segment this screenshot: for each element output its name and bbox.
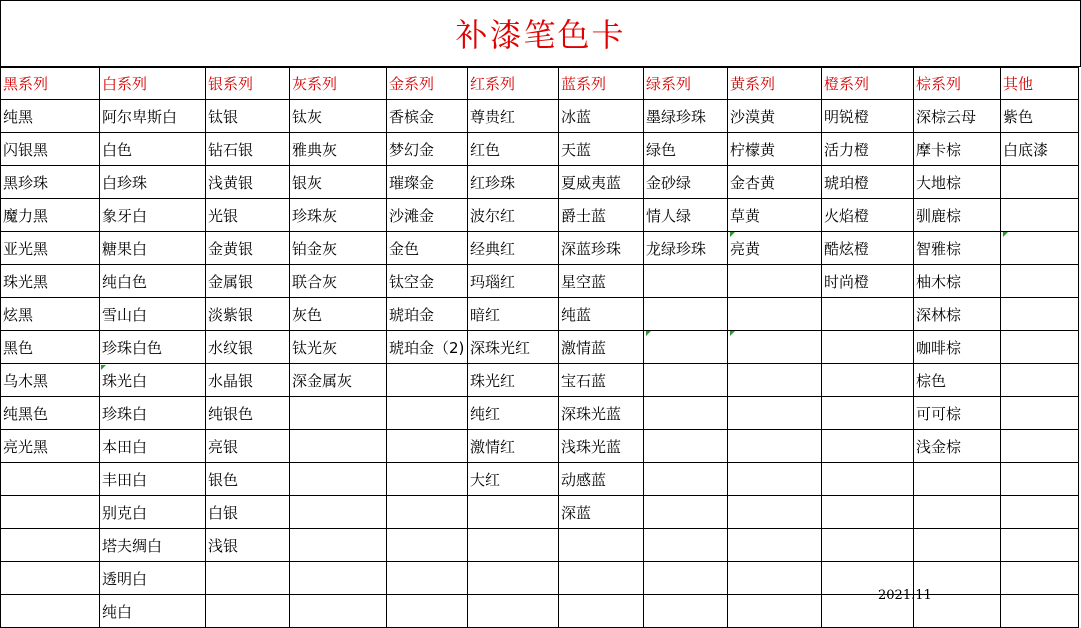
color-cell[interactable] [822,364,914,397]
color-cell[interactable]: 黑色 [1,331,100,364]
color-cell[interactable]: 智雅棕 [914,232,1001,265]
color-cell[interactable]: 璀璨金 [387,166,468,199]
color-cell[interactable]: 珍珠白色 [100,331,206,364]
color-cell[interactable]: 墨绿珍珠 [644,100,728,133]
column-header[interactable]: 其他 [1001,68,1079,100]
color-cell[interactable]: 珠光红 [468,364,559,397]
color-cell[interactable] [559,529,644,562]
color-cell[interactable] [468,595,559,628]
color-cell[interactable]: 炫黑 [1,298,100,331]
color-cell[interactable] [822,529,914,562]
column-header[interactable]: 红系列 [468,68,559,100]
date-label: 2021.11 [878,588,932,603]
color-cell[interactable] [728,397,822,430]
color-cell[interactable] [1001,397,1079,430]
column-header[interactable]: 橙系列 [822,68,914,100]
color-cell[interactable]: 激情蓝 [559,331,644,364]
color-cell[interactable]: 白珍珠 [100,166,206,199]
color-cell[interactable] [914,529,1001,562]
color-cell[interactable]: 钛银 [206,100,290,133]
color-cell[interactable] [290,397,387,430]
table-row [1,496,1079,529]
color-cell[interactable]: 白底漆 [1001,133,1079,166]
color-cell[interactable]: 丰田白 [100,463,206,496]
color-cell[interactable]: 尊贵红 [468,100,559,133]
color-cell[interactable]: 深珠光蓝 [559,397,644,430]
color-cell[interactable]: 纯黑 [1,100,100,133]
table-row [1,199,1079,232]
color-cell[interactable]: 亚光黑 [1,232,100,265]
color-cell[interactable] [387,397,468,430]
color-cell[interactable]: 白色 [100,133,206,166]
color-cell[interactable] [728,595,822,628]
color-cell[interactable]: 象牙白 [100,199,206,232]
color-cell[interactable]: 夏威夷蓝 [559,166,644,199]
color-cell[interactable]: 深金属灰 [290,364,387,397]
table-row [1,232,1079,265]
color-cell[interactable]: 深珠光红 [468,331,559,364]
color-cell[interactable] [644,265,728,298]
color-cell[interactable] [290,496,387,529]
color-cell[interactable] [644,529,728,562]
color-cell[interactable] [468,562,559,595]
color-cell[interactable] [914,496,1001,529]
color-cell[interactable]: 棕色 [914,364,1001,397]
color-cell[interactable] [387,562,468,595]
table-row [1,265,1079,298]
color-cell[interactable] [728,562,822,595]
color-cell[interactable] [822,397,914,430]
color-cell[interactable]: 银灰 [290,166,387,199]
color-cell[interactable]: 柠檬黄 [728,133,822,166]
color-cell[interactable]: 天蓝 [559,133,644,166]
color-cell[interactable]: 钛灰 [290,100,387,133]
color-cell[interactable]: 金砂绿 [644,166,728,199]
color-cell[interactable] [728,496,822,529]
color-cell[interactable]: 深林棕 [914,298,1001,331]
color-cell[interactable] [1001,364,1079,397]
color-cell[interactable]: 魔力黑 [1,199,100,232]
color-cell[interactable]: 动感蓝 [559,463,644,496]
color-cell[interactable]: 亮光黑 [1,430,100,463]
color-cell[interactable]: 钛空金 [387,265,468,298]
table-row [1,397,1079,430]
color-cell[interactable] [1001,496,1079,529]
cell-comment-marker [646,331,651,336]
color-cell[interactable] [644,364,728,397]
color-cell[interactable]: 星空蓝 [559,265,644,298]
cell-comment-marker [730,232,735,237]
color-cell[interactable]: 草黄 [728,199,822,232]
header-row [1,68,1079,100]
color-cell[interactable]: 深棕云母 [914,100,1001,133]
color-cell[interactable]: 红色 [468,133,559,166]
color-cell[interactable] [290,463,387,496]
column-header[interactable]: 黑系列 [1,68,100,100]
color-cell[interactable] [1001,463,1079,496]
color-cell[interactable]: 金黄银 [206,232,290,265]
color-cell[interactable]: 淡紫银 [206,298,290,331]
color-cell[interactable] [822,331,914,364]
column-header[interactable]: 黄系列 [728,68,822,100]
table-row [1,166,1079,199]
color-cell[interactable]: 纯蓝 [559,298,644,331]
color-cell[interactable] [1,529,100,562]
color-cell[interactable] [728,529,822,562]
color-cell[interactable]: 紫色 [1001,100,1079,133]
color-cell[interactable] [290,595,387,628]
color-cell[interactable]: 明锐橙 [822,100,914,133]
column-header[interactable]: 绿系列 [644,68,728,100]
color-cell[interactable] [728,430,822,463]
column-header[interactable]: 蓝系列 [559,68,644,100]
color-cell[interactable]: 波尔红 [468,199,559,232]
color-cell[interactable]: 金色 [387,232,468,265]
color-cell[interactable]: 钛光灰 [290,331,387,364]
color-cell[interactable] [1,562,100,595]
color-cell[interactable]: 纯黑色 [1,397,100,430]
color-cell[interactable] [1001,331,1079,364]
color-cell[interactable]: 金属银 [206,265,290,298]
color-cell[interactable]: 沙滩金 [387,199,468,232]
color-cell[interactable] [1001,199,1079,232]
cell-comment-marker [101,365,106,370]
color-cell[interactable]: 可可棕 [914,397,1001,430]
color-cell[interactable]: 珍珠白 [100,397,206,430]
color-cell[interactable]: 深蓝珍珠 [559,232,644,265]
color-cell[interactable]: 别克白 [100,496,206,529]
color-cell[interactable] [644,298,728,331]
color-cell[interactable]: 咖啡棕 [914,331,1001,364]
column-header[interactable]: 白系列 [100,68,206,100]
color-cell[interactable] [1,496,100,529]
color-cell[interactable]: 摩卡棕 [914,133,1001,166]
color-cell[interactable]: 大红 [468,463,559,496]
color-cell[interactable]: 大地棕 [914,166,1001,199]
color-cell[interactable]: 白银 [206,496,290,529]
table-row [1,298,1079,331]
color-cell[interactable]: 驯鹿棕 [914,199,1001,232]
table-row [1,331,1079,364]
color-cell[interactable] [1,595,100,628]
color-cell[interactable] [387,463,468,496]
color-cell[interactable]: 酷炫橙 [822,232,914,265]
color-cell[interactable] [387,595,468,628]
color-cell[interactable]: 钻石银 [206,133,290,166]
color-cell[interactable]: 暗红 [468,298,559,331]
color-cell[interactable]: 情人绿 [644,199,728,232]
color-cell[interactable]: 水纹银 [206,331,290,364]
column-header[interactable]: 银系列 [206,68,290,100]
color-cell[interactable] [822,430,914,463]
color-cell[interactable]: 纯白 [100,595,206,628]
color-cell[interactable]: 塔夫绸白 [100,529,206,562]
color-cell[interactable]: 雅典灰 [290,133,387,166]
color-cell[interactable]: 火焰橙 [822,199,914,232]
color-cell[interactable] [387,430,468,463]
color-cell[interactable]: 珍珠灰 [290,199,387,232]
column-header[interactable]: 灰系列 [290,68,387,100]
color-cell[interactable]: 爵士蓝 [559,199,644,232]
color-cell[interactable]: 琥珀橙 [822,166,914,199]
color-cell[interactable] [728,298,822,331]
color-cell[interactable]: 纯红 [468,397,559,430]
color-cell[interactable]: 浅金棕 [914,430,1001,463]
color-cell[interactable]: 龙绿珍珠 [644,232,728,265]
color-cell[interactable] [728,265,822,298]
color-cell[interactable] [644,562,728,595]
color-cell[interactable] [1001,232,1079,265]
color-cell[interactable] [387,529,468,562]
color-cell[interactable]: 乌木黑 [1,364,100,397]
table-row [1,430,1079,463]
color-cell[interactable]: 浅银 [206,529,290,562]
color-cell[interactable]: 亮银 [206,430,290,463]
table-row [1,463,1079,496]
color-cell[interactable] [1001,595,1079,628]
color-cell[interactable] [1001,430,1079,463]
color-cell[interactable]: 黑珍珠 [1,166,100,199]
color-cell[interactable]: 纯白色 [100,265,206,298]
color-cell[interactable]: 浅珠光蓝 [559,430,644,463]
color-cell[interactable] [644,496,728,529]
color-cell[interactable]: 透明白 [100,562,206,595]
color-cell[interactable] [1001,562,1079,595]
color-cell[interactable] [728,364,822,397]
color-cell[interactable]: 闪银黑 [1,133,100,166]
cell-comment-marker [730,331,735,336]
color-cell[interactable]: 珠光白 [100,364,206,397]
color-cell[interactable]: 纯银色 [206,397,290,430]
cell-comment-marker [1003,232,1008,237]
color-cell[interactable]: 绿色 [644,133,728,166]
color-cell[interactable]: 玛瑙红 [468,265,559,298]
color-cell[interactable] [1001,166,1079,199]
color-cell[interactable]: 激情红 [468,430,559,463]
color-cell[interactable]: 阿尔卑斯白 [100,100,206,133]
column-header[interactable]: 金系列 [387,68,468,100]
color-cell[interactable]: 联合灰 [290,265,387,298]
column-header[interactable]: 棕系列 [914,68,1001,100]
color-cell[interactable] [728,463,822,496]
color-cell[interactable]: 灰色 [290,298,387,331]
color-cell[interactable] [1,463,100,496]
color-cell[interactable] [559,562,644,595]
color-cell[interactable] [468,496,559,529]
color-cell[interactable] [644,331,728,364]
color-cell[interactable]: 柚木棕 [914,265,1001,298]
color-cell[interactable] [387,496,468,529]
color-cell[interactable]: 本田白 [100,430,206,463]
color-cell[interactable] [1001,529,1079,562]
color-cell[interactable] [206,595,290,628]
color-cell[interactable] [644,397,728,430]
color-cell[interactable] [387,364,468,397]
color-cell[interactable]: 铂金灰 [290,232,387,265]
color-cell[interactable] [644,463,728,496]
color-cell[interactable] [290,430,387,463]
color-cell[interactable] [822,298,914,331]
color-cell[interactable] [1001,265,1079,298]
color-cell[interactable]: 浅黄银 [206,166,290,199]
table-row [1,364,1079,397]
color-cell[interactable]: 活力橙 [822,133,914,166]
sheet-title: 补漆笔色卡 [455,16,626,54]
color-cell[interactable]: 金杏黄 [728,166,822,199]
color-cell[interactable]: 雪山白 [100,298,206,331]
color-cell[interactable]: 珠光黑 [1,265,100,298]
color-cell[interactable] [822,496,914,529]
color-cell[interactable] [290,562,387,595]
color-cell[interactable]: 糖果白 [100,232,206,265]
color-cell[interactable]: 沙漠黄 [728,100,822,133]
color-cell[interactable]: 红珍珠 [468,166,559,199]
table-row [1,529,1079,562]
color-cell[interactable] [468,529,559,562]
color-cell[interactable] [822,463,914,496]
color-cell[interactable] [1001,298,1079,331]
color-cell[interactable]: 琥珀金 [387,298,468,331]
color-cell[interactable]: 宝石蓝 [559,364,644,397]
color-cell[interactable]: 经典红 [468,232,559,265]
color-cell[interactable] [559,595,644,628]
color-cell[interactable]: 水晶银 [206,364,290,397]
color-cell[interactable] [644,430,728,463]
color-cell[interactable]: 琥珀金（2) [387,331,468,364]
color-cell[interactable]: 香槟金 [387,100,468,133]
color-cell[interactable] [290,529,387,562]
color-cell[interactable]: 银色 [206,463,290,496]
table-row [1,100,1079,133]
color-cell[interactable] [644,595,728,628]
color-cell[interactable] [728,331,822,364]
color-cell[interactable] [206,562,290,595]
color-cell[interactable]: 深蓝 [559,496,644,529]
color-cell[interactable]: 时尚橙 [822,265,914,298]
color-cell[interactable]: 亮黄 [728,232,822,265]
color-cell[interactable]: 梦幻金 [387,133,468,166]
color-cell[interactable]: 冰蓝 [559,100,644,133]
color-cell[interactable]: 光银 [206,199,290,232]
color-cell[interactable] [914,463,1001,496]
color-table [0,67,1079,628]
table-row [1,133,1079,166]
